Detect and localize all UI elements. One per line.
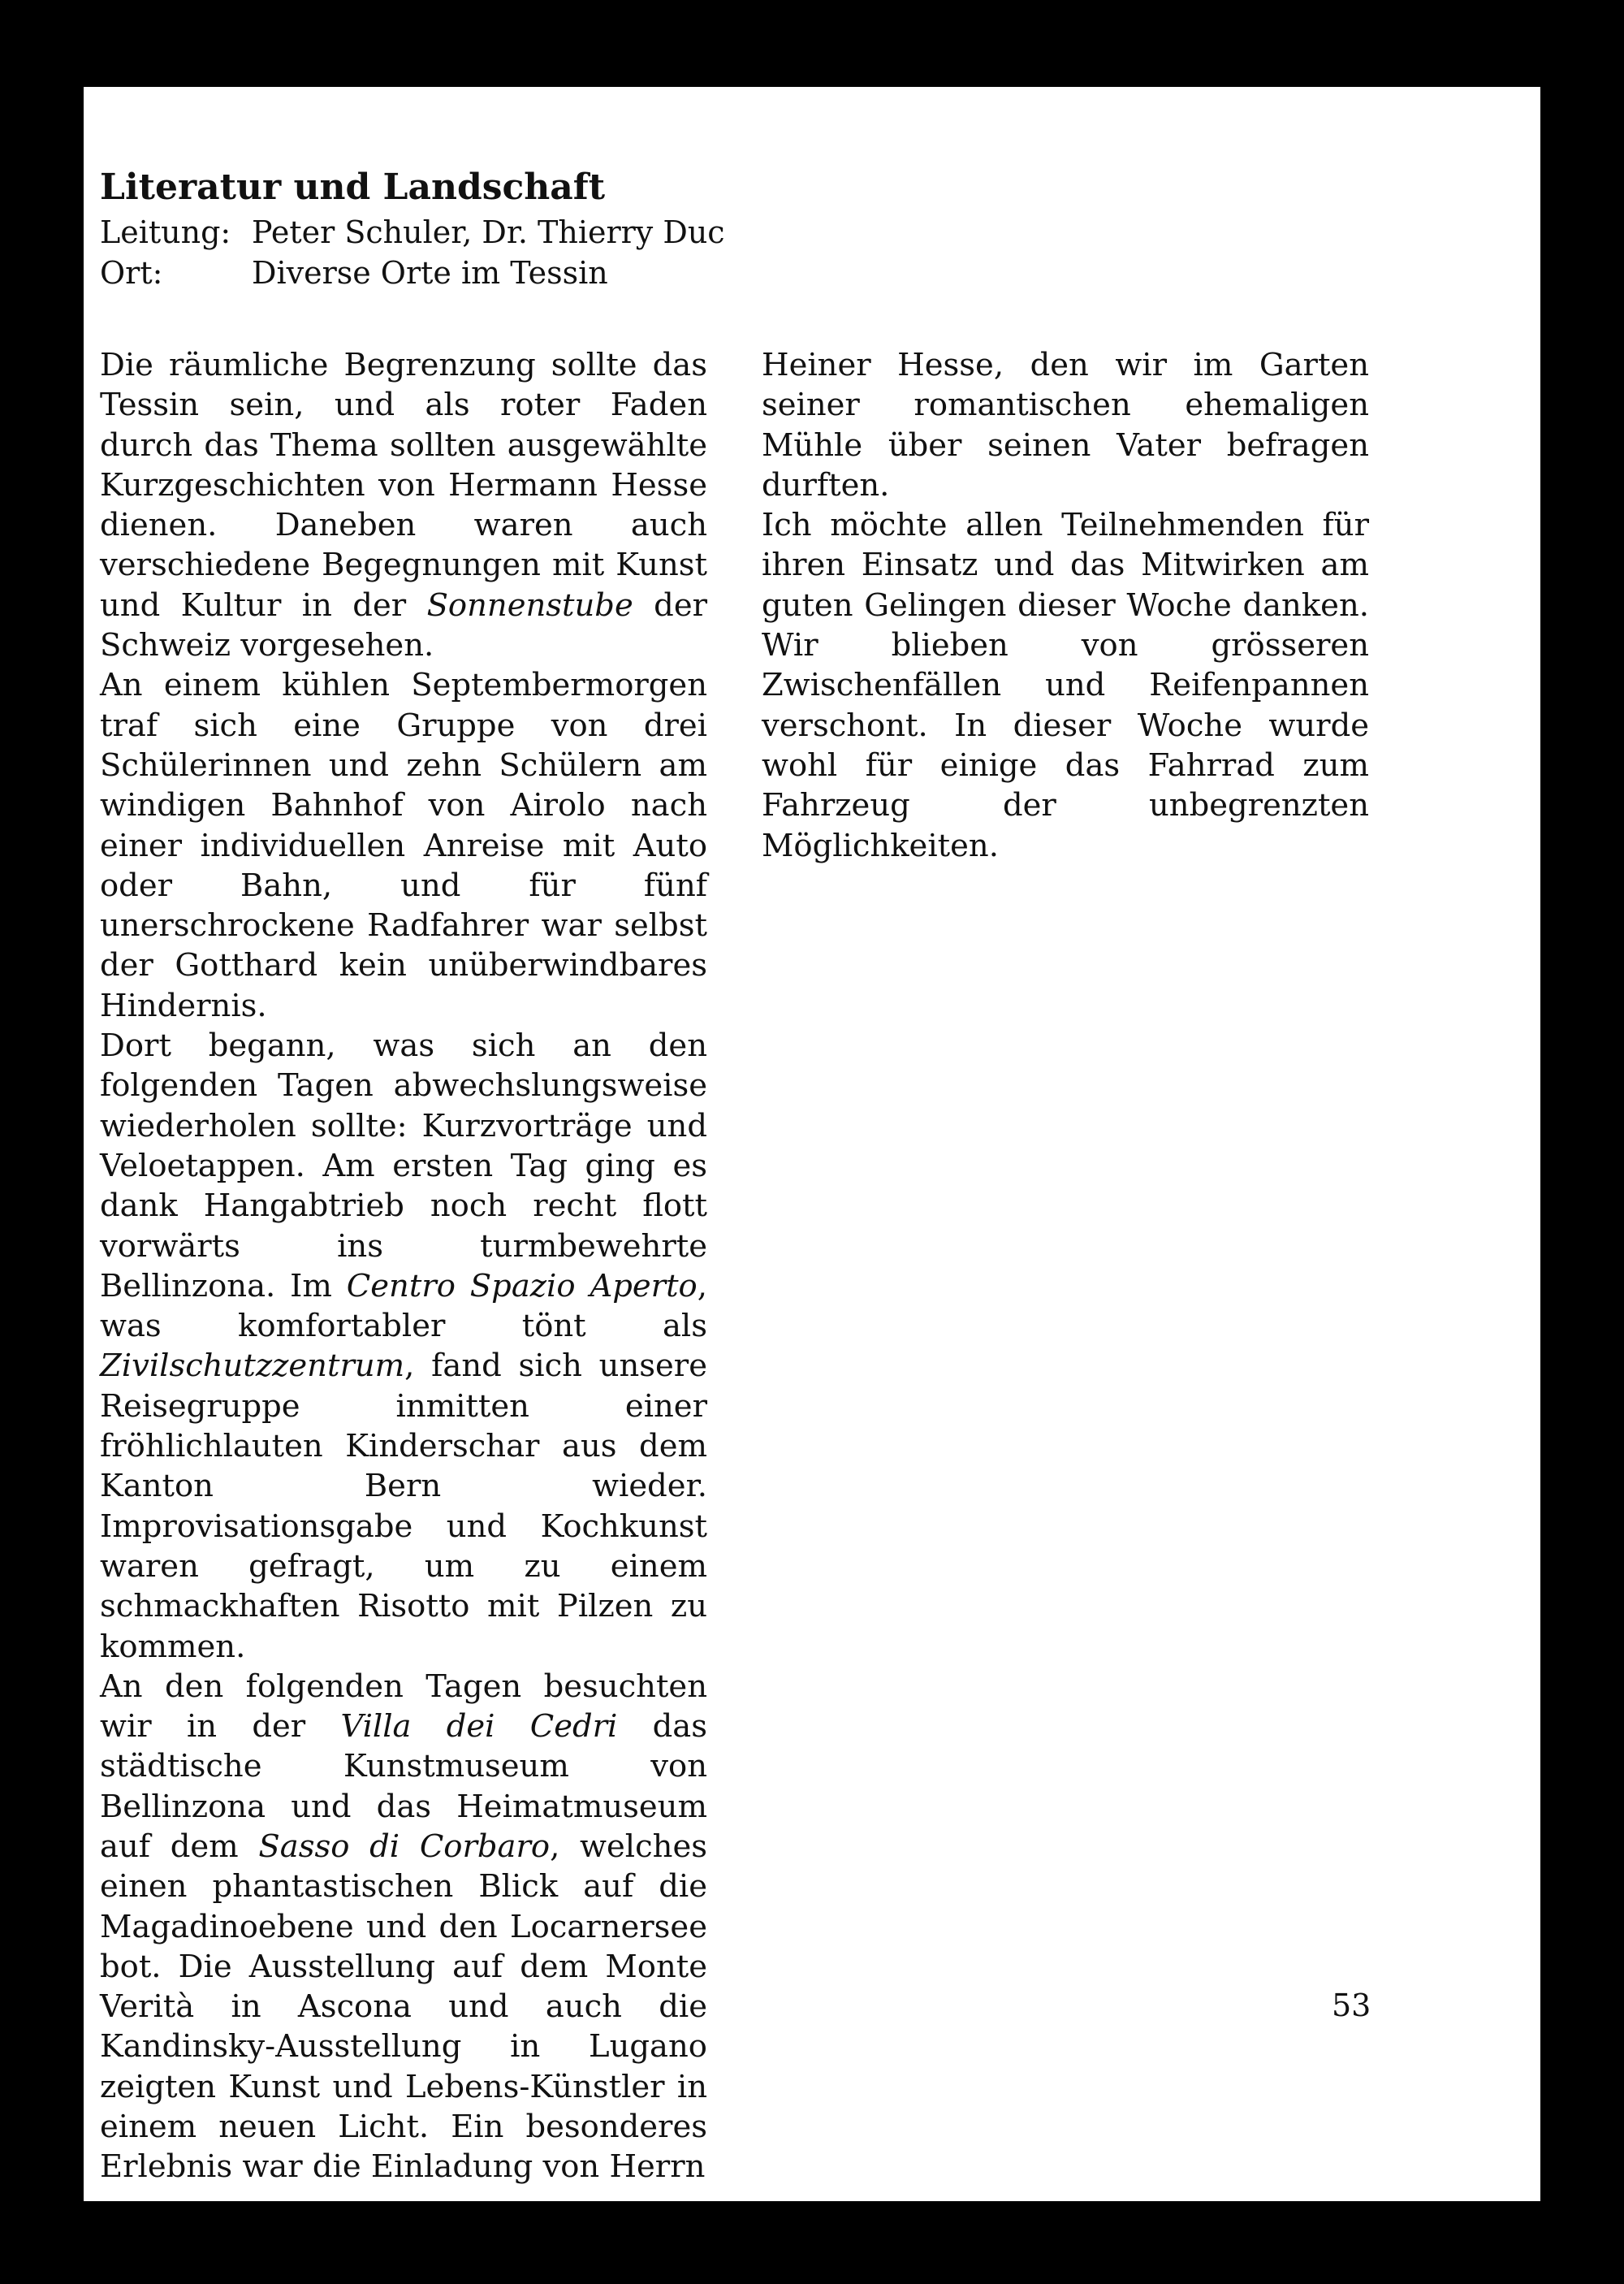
emphasis-text: Sonnenstube xyxy=(426,586,633,624)
leitung-value: Peter Schuler, Dr. Thierry Duc xyxy=(252,214,725,250)
article-title: Literatur und Landschaft xyxy=(100,167,606,208)
left-column xyxy=(100,345,707,2187)
paragraph-text: , welches einen phantastischen Blick auf die Magadinoebene und den Locarnersee bot. Die Ausstellung auf dem Monte Verità in Ascona und auch die Kandinsky-Ausstellung in Lugano zeigten Kunst und Lebens-Künstler in einem neuen Licht. Ein besonderes Erlebnis war die Einladung von Herrn xyxy=(100,1828,707,2186)
paragraph-text: Die räumliche Begrenzung sollte das Tessin sein, und als roter Faden durch das Thema sollten ausgewählte Kurzgeschichten von Hermann Hesse dienen. Daneben waren auch verschiedene Begegnungen mit Kunst und Kultur in der xyxy=(100,347,707,624)
paragraph-text: An den folgenden Tagen besuchten wir in der xyxy=(100,1668,707,1745)
emphasis-text: Zivilschutzzentrum xyxy=(100,1347,405,1385)
leitung-row xyxy=(100,213,725,252)
ort-row xyxy=(100,253,608,292)
paragraph-text: , was komfortabler tönt als xyxy=(100,1267,707,1345)
ort-value: Diverse Orte im Tessin xyxy=(252,255,608,291)
ort-label: Ort: xyxy=(100,255,163,291)
paragraph: Heiner Hesse, den wir im Garten seiner romantischen ehemaligen Mühle über seinen Vater befragen durften. xyxy=(762,347,1369,504)
paragraph-text: der Schweiz vorgesehen. xyxy=(100,586,708,664)
paragraph xyxy=(100,665,707,1026)
paragraph xyxy=(100,1667,707,2187)
emphasis-text: Centro Spazio Aperto xyxy=(346,1267,698,1304)
emphasis-text: Sasso di Corbaro xyxy=(258,1828,551,1865)
paragraph-text: Dort begann, was sich an den folgenden Tagen abwechslungsweise wiederholen sollte: Kurzvorträge und Veloetappen. Am ersten Tag ging es dank Hangabtrieb noch recht flott vorwärts ins turmbewehrte Bellinzona. Im xyxy=(100,1027,707,1304)
paragraph xyxy=(100,1026,707,1667)
paragraph xyxy=(100,345,707,665)
page-number: 53 xyxy=(1332,1988,1371,2023)
emphasis-text: Villa dei Cedri xyxy=(340,1708,618,1745)
paragraph-text: An einem kühlen Septembermorgen traf sich eine Gruppe von drei Schülerinnen und zehn Schülern am windigen Bahnhof von Airolo nach einer individuellen Anreise mit Auto oder Bahn, und für fünf unerschrockene Radfahrer war selbst der Gotthard kein unüberwindbares Hindernis. xyxy=(100,667,707,1024)
right-column xyxy=(762,345,1369,866)
paragraph-text: , fand sich unsere Reisegruppe inmitten einer fröhlichlauten Kinderschar aus dem Kanton Bern wieder. Improvisationsgabe und Kochkunst waren gefragt, um zu einem schmackhaften Risotto mit Pilzen zu kommen. xyxy=(100,1347,707,1665)
leitung-label: Leitung: xyxy=(100,214,231,250)
paragraph-text: das städtische Kunstmuseum von Bellinzona und das Heimatmuseum auf dem xyxy=(100,1708,707,1865)
paragraph: Ich möchte allen Teilnehmenden für ihren Einsatz und das Mitwirken am guten Gelingen dieser Woche danken. Wir blieben von grösseren Zwischenfällen und Reifenpannen verschont. In dieser Woche wurde wohl für einige das Fahrrad zum Fahrzeug der unbegrenzten Möglichkeiten. xyxy=(762,507,1369,864)
